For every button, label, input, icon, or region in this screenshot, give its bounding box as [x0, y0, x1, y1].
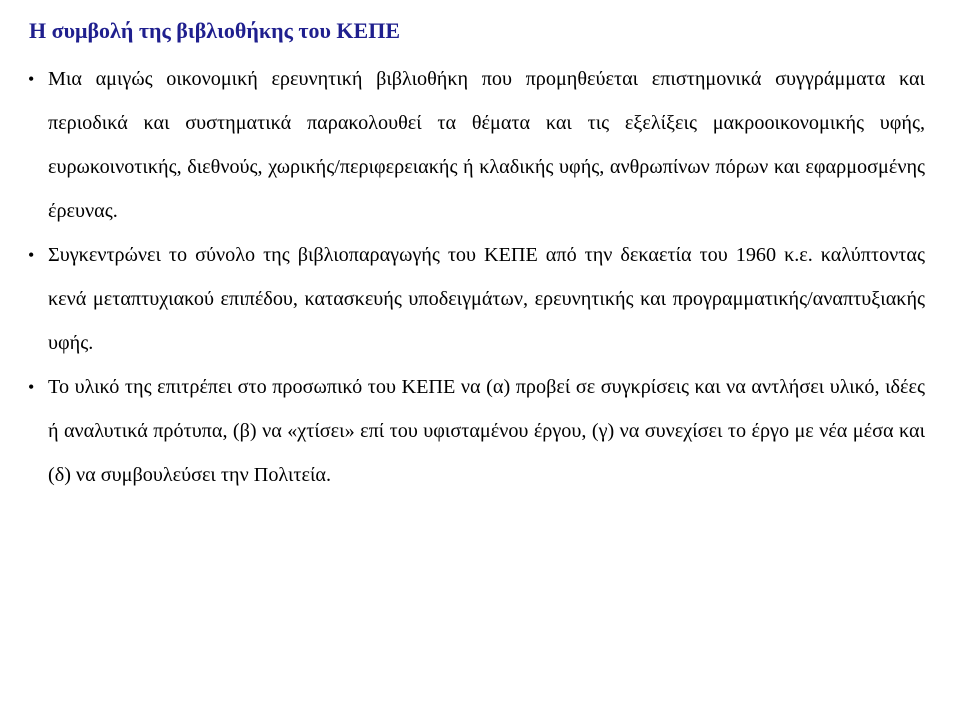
bullet-marker: •	[28, 245, 35, 265]
bullet-text: Μια αμιγώς οικονομική ερευνητική βιβλιοθήκη που προμηθεύεται επιστημονικά συγγράμματα και περιοδικά και συστηματικά παρακολουθεί τα θέματα και τις εξελίξεις μακροοικονομικής υφής, ευρωκοινοτικής, διεθνούς, χωρικής/περιφερειακής ή κλαδικής υφής, ανθρωπίνων πόρων και εφαρμοσμένης έρευνας.	[48, 68, 925, 222]
bullet-marker: •	[28, 377, 35, 397]
bullet-text: Συγκεντρώνει το σύνολο της βιβλιοπαραγωγής του ΚΕΠΕ από την δεκαετία του 1960 κ.ε. καλύπτοντας κενά μεταπτυχιακού επιπέδου, κατασκευής υποδειγμάτων, ερευνητικής και προγραμματικής/αναπτυξιακής υφής.	[48, 244, 925, 354]
slide-title: Η συμβολή της βιβλιοθήκης του ΚΕΠΕ	[29, 18, 401, 43]
bullet-list	[28, 57, 925, 497]
bullet-text: Το υλικό της επιτρέπει στο προσωπικό του ΚΕΠΕ να (α) προβεί σε συγκρίσεις και να αντλήσει υλικό, ιδέες ή αναλυτικά πρότυπα, (β) να «χτίσει» επί του υφισταμένου έργου, (γ) να συνεχίσει το έργο με νέα μέσα και (δ) να συμβουλεύσει την Πολιτεία.	[48, 376, 925, 486]
bullet-item	[28, 233, 925, 365]
bullet-marker: •	[28, 69, 35, 89]
bullet-item	[28, 365, 925, 497]
bullet-item	[28, 57, 925, 233]
